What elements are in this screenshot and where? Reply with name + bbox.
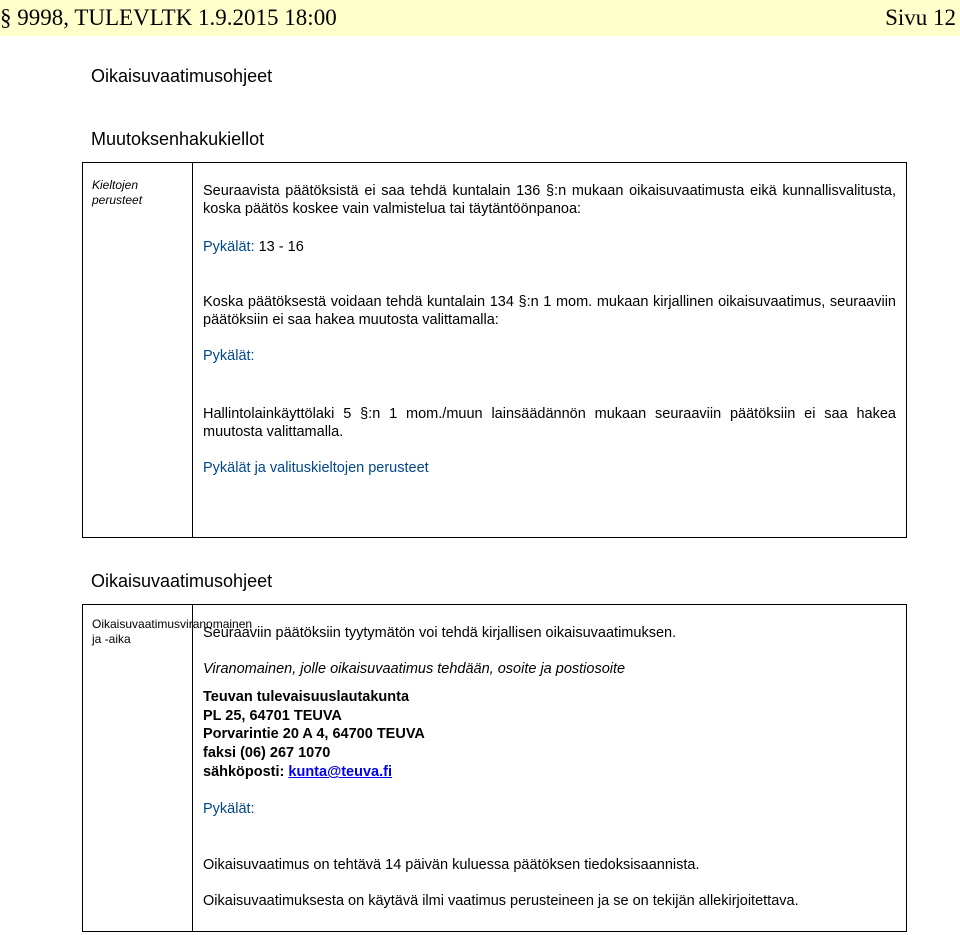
box1-pykalat3: Pykälät ja valituskieltojen perusteet (203, 460, 429, 476)
box1-para3: Hallintolainkäyttölaki 5 §:n 1 mom./muun lainsäädännön mukaan seuraaviin päätöksiin ei saa hakea muutosta valittamalla. (203, 406, 896, 440)
header-page-number: Sivu 12 (885, 5, 956, 30)
address-line-email (203, 763, 392, 781)
email-label: sähköposti: (203, 764, 289, 780)
box2-para4: Oikaisuvaatimuksesta on käytävä ilmi vaatimus perusteineen ja se on tekijän allekirjoitettava. (203, 893, 799, 909)
box1-label: Kieltojen perusteet (92, 178, 143, 207)
box1-para2: Koska päätöksestä voidaan tehdä kuntalain 134 §:n 1 mom. mukaan kirjallinen oikaisuvaatimus, seuraaviin päätöksiin ei saa hakea muutosta valittamalla: (203, 294, 896, 328)
box2-para1: Seuraaviin päätöksiin tyytymätön voi tehdä kirjallisen oikaisuvaatimuksen. (203, 625, 677, 641)
pykalat-value: 13 - 16 (254, 239, 304, 255)
box2-label: Oikaisuvaatimusviranomainen ja -aika (92, 617, 253, 646)
box2-para3: Oikaisuvaatimus on tehtävä 14 päivän kuluessa päätöksen tiedoksisaannista. (203, 857, 700, 873)
box2-para2: Viranomainen, jolle oikaisuvaatimus tehdään, osoite ja postiosoite (203, 661, 626, 677)
address-line-authority: Teuvan tulevaisuuslautakunta (203, 689, 410, 705)
box2-pykalat: Pykälät: (203, 801, 255, 817)
box1-pykalat1 (203, 238, 304, 256)
address-line-street: Porvarintie 20 A 4, 64700 TEUVA (203, 726, 425, 742)
pykalat-label: Pykälät: (203, 239, 255, 255)
header-meeting-info: § 9998, TULEVLTK 1.9.2015 18:00 (0, 5, 337, 30)
box1-label-cell (82, 162, 192, 538)
page-header (0, 0, 960, 36)
section-title-appeal-bans: Muutoksenhakukiellot (91, 129, 265, 149)
box1-pykalat2: Pykälät: (203, 348, 255, 364)
box1-content-cell (192, 162, 907, 538)
address-line-fax: faksi (06) 267 1070 (203, 745, 331, 761)
address-line-po-box: PL 25, 64701 TEUVA (203, 708, 342, 724)
email-link[interactable]: kunta@teuva.fi (288, 764, 392, 780)
main-title: Oikaisuvaatimusohjeet (91, 66, 273, 86)
box1-para1: Seuraavista päätöksistä ei saa tehdä kuntalain 136 §:n mukaan oikaisuvaatimusta eikä kunnallisvalitusta, koska päätös koskee vain valmistelua tai täytäntöönpanoa: (203, 183, 896, 217)
section-title-instructions: Oikaisuvaatimusohjeet (91, 571, 273, 591)
